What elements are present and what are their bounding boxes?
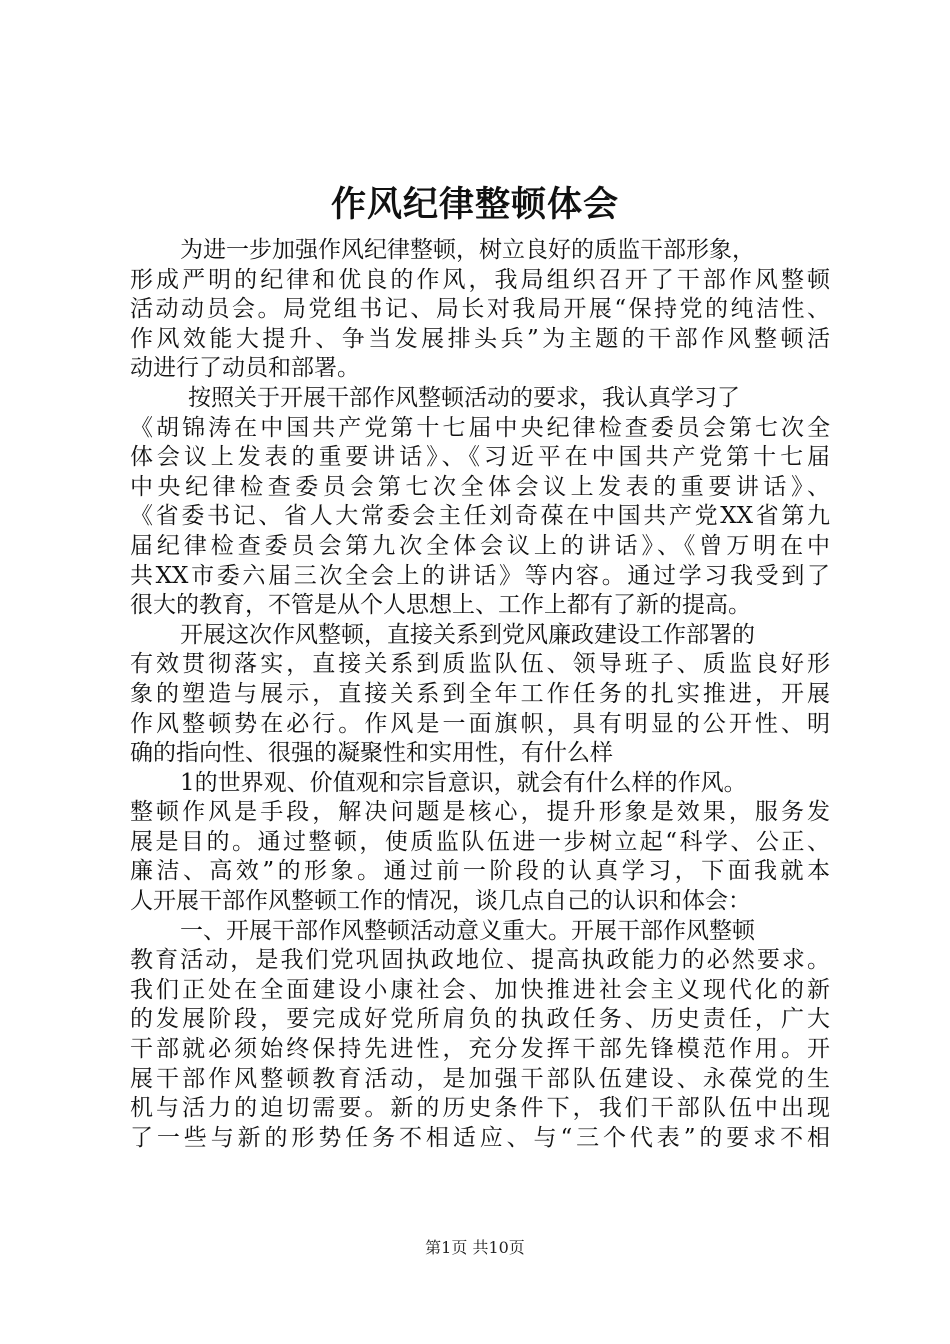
document-body (130, 236, 830, 1153)
text-line: 按照关于开展干部作风整顿活动的要求，我认真学习了 (188, 384, 740, 411)
text-line: 展是目的。通过整顿，使质监队伍进一步树立起“科学、公正、 (130, 828, 830, 855)
page-number-footer: 第1页 共10页 (425, 1238, 525, 1257)
text-line: 作风效能大提升、争当发展排头兵”为主题的干部作风整顿活 (130, 325, 830, 352)
text-line: 开展这次作风整顿，直接关系到党风廉政建设工作部署的 (180, 621, 755, 648)
text-line: 了一些与新的形势任务不相适应、与“三个代表”的要求不相 (130, 1124, 830, 1151)
text-line: 干部就必须始终保持先进性，充分发挥干部先锋模范作用。开 (130, 1036, 830, 1063)
text-line: 很大的教育，不管是从个人思想上、工作上都有了新的提高。 (130, 592, 751, 619)
text-line: 一、开展干部作风整顿活动意义重大。开展干部作风整顿 (180, 917, 755, 944)
text-line: 形成严明的纪律和优良的作风，我局组织召开了干部作风整顿 (130, 266, 830, 293)
text-line: 1的世界观、价值观和宗旨意识，就会有什么样的作风。 (180, 769, 747, 796)
text-line: 《省委书记、省人大常委会主任刘奇葆在中国共产党XX省第九 (130, 503, 830, 530)
text-line: 动进行了动员和部署。 (130, 355, 360, 382)
text-line: 有效贯彻落实，直接关系到质监队伍、领导班子、质监良好形 (130, 651, 830, 678)
text-line: 体会议上发表的重要讲话》、《习近平在中国共产党第十七届 (130, 444, 830, 471)
text-line: 中央纪律检查委员会第七次全体会议上发表的重要讲话》、 (130, 473, 830, 500)
text-line: 活动动员会。局党组书记、局长对我局开展“保持党的纯洁性、 (130, 296, 830, 323)
text-line: 整顿作风是手段，解决问题是核心，提升形象是效果，服务发 (130, 799, 830, 826)
text-line: 展干部作风整顿教育活动，是加强干部队伍建设、永葆党的生 (130, 1065, 830, 1092)
text-line: 的发展阶段，要完成好党所肩负的执政任务、历史责任，广大 (130, 1006, 830, 1033)
text-line: 为进一步加强作风纪律整顿，树立良好的质监干部形象， (180, 237, 755, 263)
text-line: 我们正处在全面建设小康社会、加快推进社会主义现代化的新 (130, 976, 830, 1003)
text-line: 《胡锦涛在中国共产党第十七届中央纪律检查委员会第七次全 (130, 414, 830, 441)
text-line: 象的塑造与展示，直接关系到全年工作任务的扎实推进，开展 (130, 680, 830, 707)
text-line: 作风整顿势在必行。作风是一面旗帜，具有明显的公开性、明 (130, 710, 830, 737)
text-line: 届纪律检查委员会第九次全体会议上的讲话》、《曾万明在中 (130, 532, 830, 559)
text-line: 确的指向性、很强的凝聚性和实用性，有什么样 (130, 740, 613, 767)
text-line: 教育活动，是我们党巩固执政地位、提高执政能力的必然要求。 (130, 947, 830, 974)
text-line: 机与活力的迫切需要。新的历史条件下，我们干部队伍中出现 (130, 1095, 830, 1122)
text-line: 廉洁、高效”的形象。通过前一阶段的认真学习，下面我就本 (130, 858, 830, 885)
text-line: 人开展干部作风整顿工作的情况，谈几点自己的认识和体会： (130, 888, 751, 915)
text-line: 共XX市委六届三次全会上的讲话》等内容。通过学习我受到了 (130, 562, 830, 589)
document-title: 作风纪律整顿体会 (330, 184, 619, 225)
